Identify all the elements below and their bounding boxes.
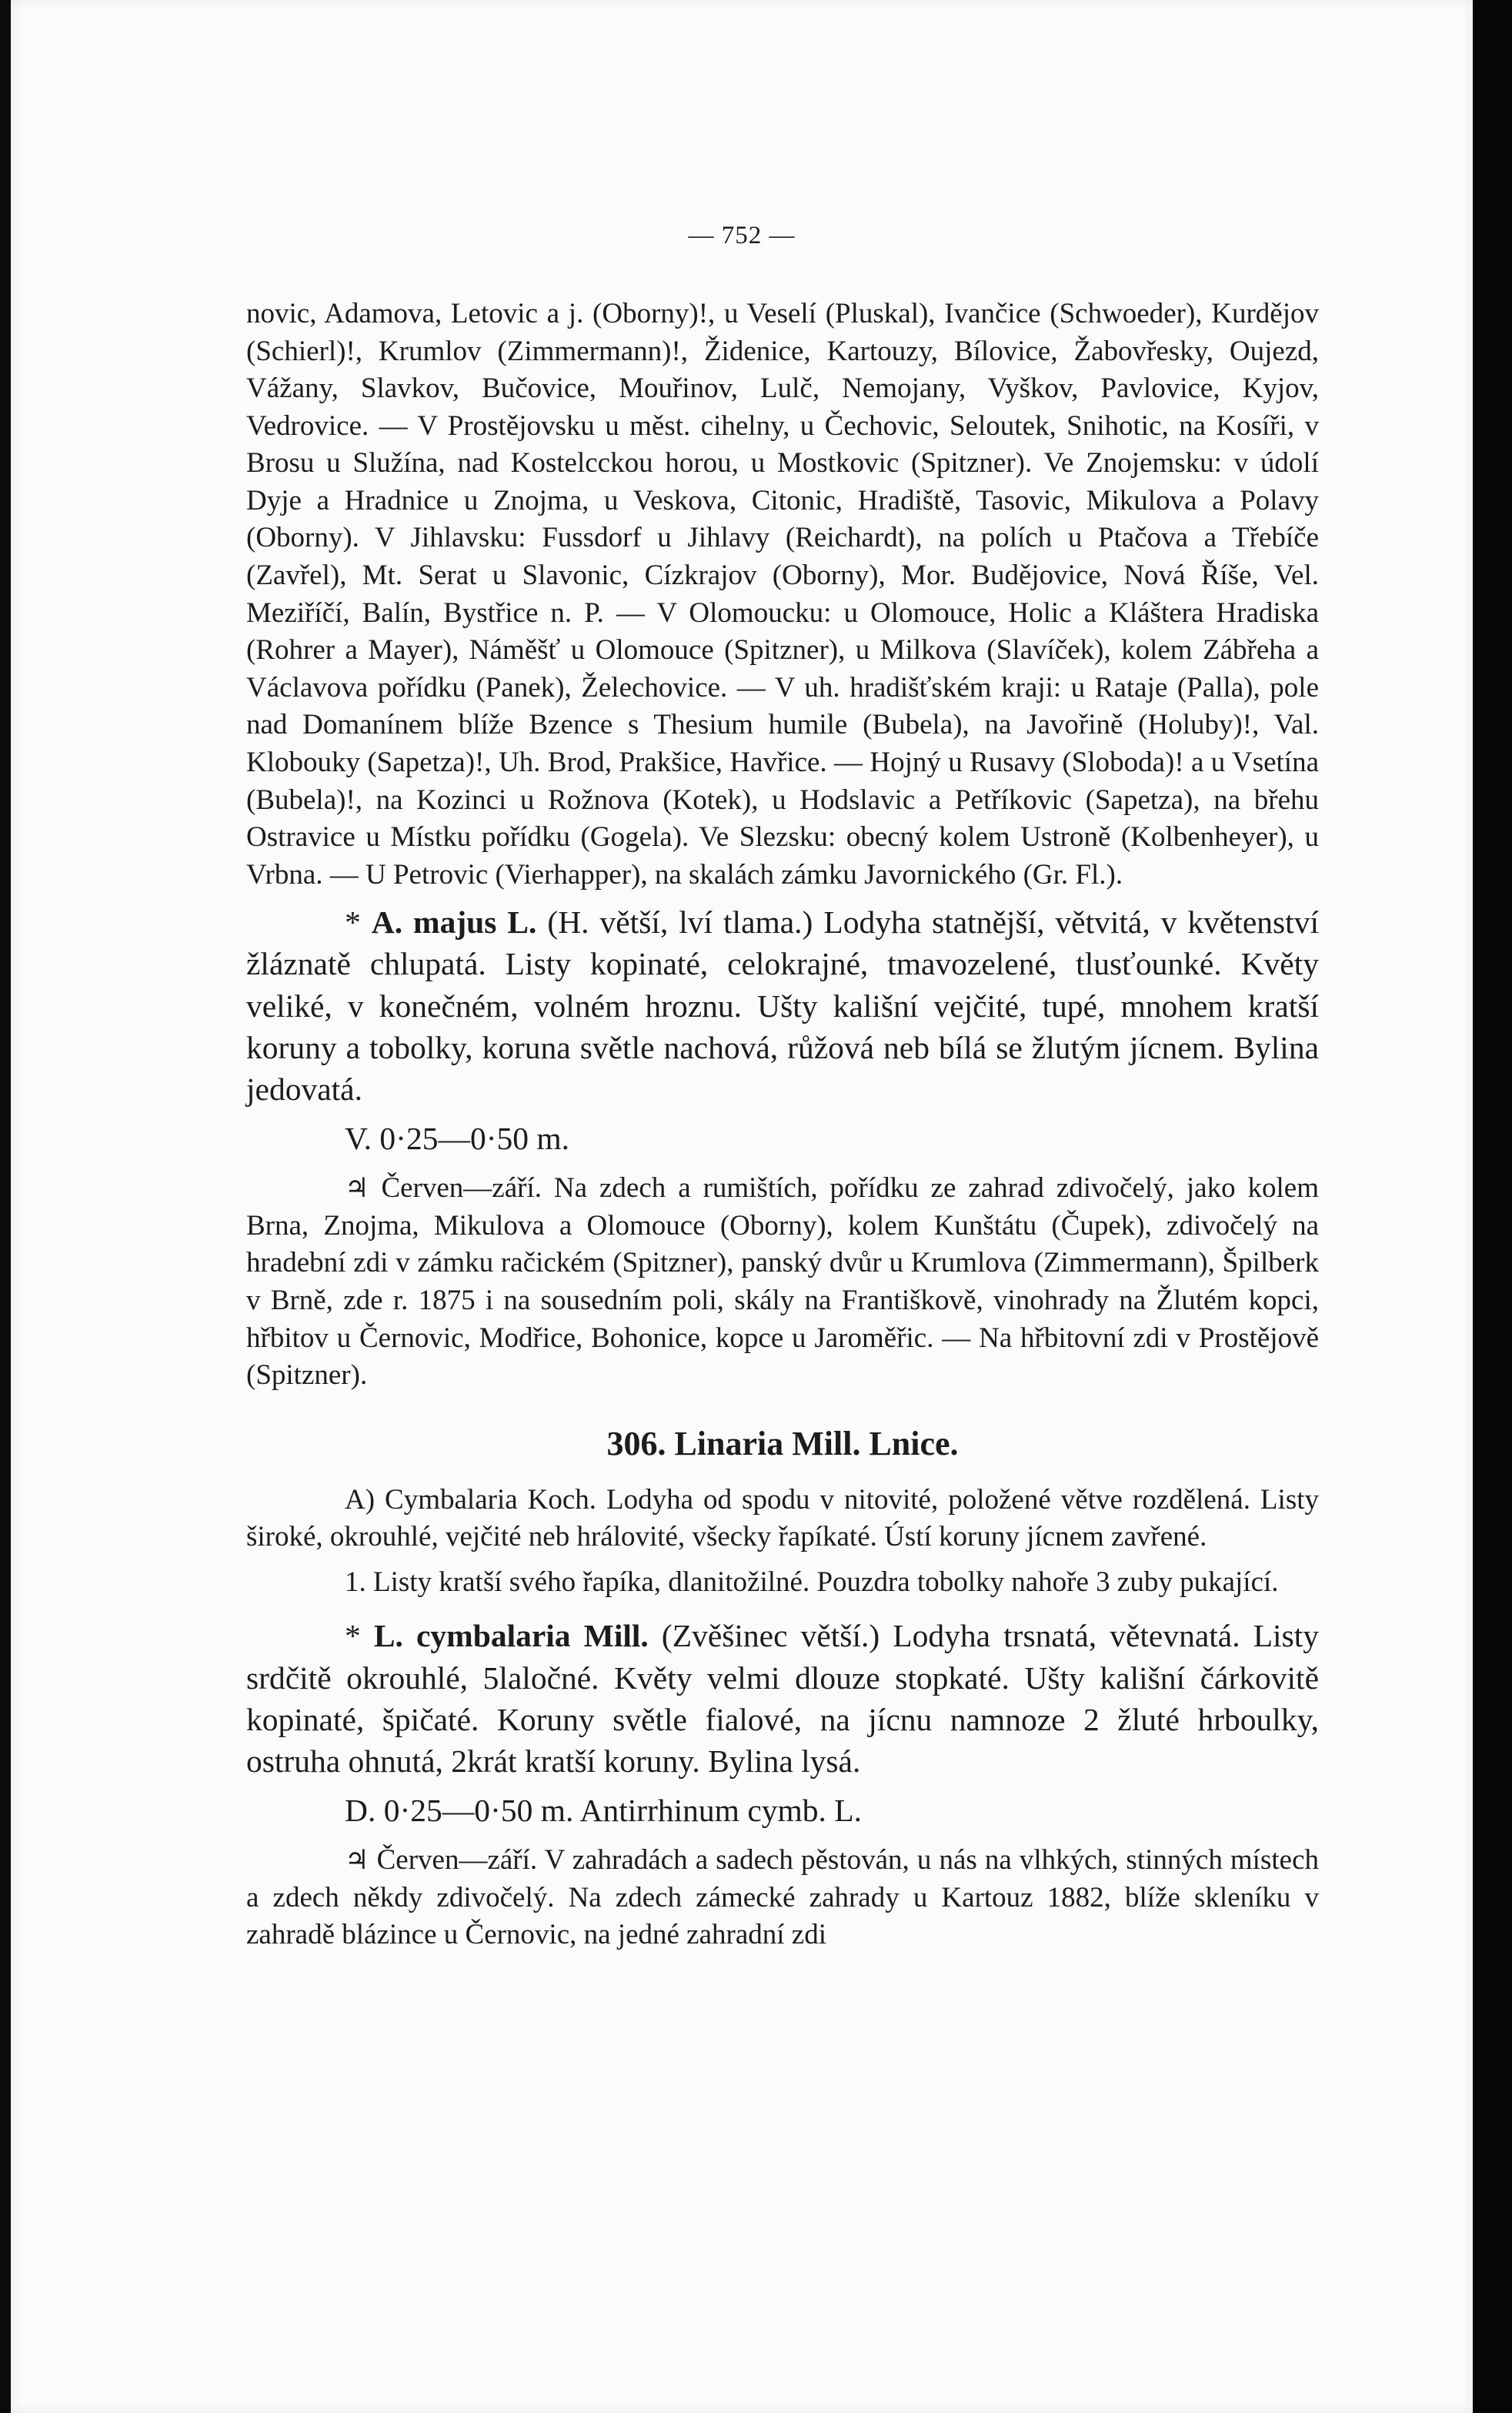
genus-heading: 306. Linaria Mill. Lnice. <box>606 1424 959 1462</box>
majus-description <box>246 901 1319 1110</box>
perennial-icon: ♃ <box>345 1172 369 1205</box>
majus-distribution <box>246 1170 1319 1394</box>
book-page <box>11 0 1473 2413</box>
scan-border <box>1473 0 1512 2413</box>
page-content <box>246 296 1319 1954</box>
section-cymbalaria <box>246 1482 1319 1602</box>
distribution-text: Červen—září. Na zdech a rumištích, pořídku ze zahrad zdivočelý, jako kolem Brna, Znojma, Mikulova a Olomouce (Oborny), kolem Kunštátu (Čupek), zdivočelý na hradební zdi v zámku račickém (Spitzner), panský dvůr u Krumlova (Zimmermann), Špilberk v Brně, zde r. 1875 i na sousedním poli, skály na Františkově, vinohrady na Žlutém kopci, hřbitov u Černovic, Modřice, Bohonice, kopce u Jaroměřic. — Na hřbitovní zdi v Prostějově (Spitzner). <box>246 1172 1319 1392</box>
cultivated-marker: * <box>345 904 372 941</box>
cultivated-marker: * <box>345 1618 374 1654</box>
species-entry-antirrhinum-majus <box>246 901 1319 1394</box>
species-name: L. cymbalaria Mill. <box>373 1618 649 1654</box>
species-description: (H. větší, lví tlama.) Lodyha statnější, větvitá, v květenství žláznatě chlupatá. Listy kopinaté, celokrajné, tmavozelené, tlusťounké. Květy veliké, v konečném, volném hroznu. Ušty kališní vejčité, tupé, mnohem kratší koruny a tobolky, koruna světle nachová, růžová neb bílá se žlutým jícnem. Bylina jedovatá. <box>246 904 1319 1107</box>
cymbalaria-description <box>246 1615 1319 1782</box>
section-intro: A) Cymbalaria Koch. Lodyha od spodu v nitovité, položené větve rozdělená. Listy široké, okrouhlé, vejčité neb hrálovité, všecky řapíkaté. Ústí koruny jícnem zavřené. <box>246 1483 1319 1553</box>
identification-key: 1. Listy kratší svého řapíka, dlanitožilné. Pouzdra tobolky nahoře 3 zuby pukající. <box>345 1566 1279 1598</box>
majus-stats: V. 0·25—0·50 m. <box>345 1121 570 1157</box>
distribution-text: Červen—září. V zahradách a sadech pěstován, u nás na vlhkých, stinných místech a zdech někdy zdivočelý. Na zdech zámecké zahrady u Kartouz 1882, blíže skleníku v zahradě blázince u Černovic, na jedné zahradní zdi <box>246 1844 1319 1951</box>
cymbalaria-stats: D. 0·25—0·50 m. Antirrhinum cymb. L. <box>345 1793 863 1829</box>
species-entry-linaria-cymbalaria <box>246 1615 1319 1954</box>
locality-paragraph: novic, Adamova, Letovic a j. (Oborny)!, u Veselí (Pluskal), Ivančice (Schwoeder), Kurdějov (Schierl)!, Krumlov (Zimmermann)!, Židenice, Kartouzy, Bílovice, Žabovřesky, Oujezd, Vážany, Slavkov, Bučovice, Mouřinov, Lulč, Nemojany, Vyškov, Pavlovice, Kyjov, Vedrovice. — V Prostějovsku u měst. cihelny, u Čechovic, Seloutek, Snihotic, na Kosíři, v Brosu u Služína, nad Kostelcckou horou, u Mostkovic (Spitzner). Ve Znojemsku: v údolí Dyje a Hradnice u Znojma, u Veskova, Citonic, Hradiště, Tasovic, Mikulova a Polavy (Oborny). V Jihlavsku: Fussdorf u Jihlavy (Reichardt), na polích u Ptačova a Třebíče (Zavřel), Mt. Serat u Slavonic, Cízkrajov (Oborny), Mor. Budějovice, Nová Říše, Vel. Meziříčí, Balín, Bystřice n. P. — V Olomoucku: u Olomouce, Holic a Kláštera Hradiska (Rohrer a Mayer), Náměšť u Olomouce (Spitzner), u Milkova (Slavíček), kolem Zábřeha a Václavova pořídku (Panek), Želechovice. — V uh. hradišťském kraji: u Rataje (Palla), pole nad Domanínem blíže Bzence s Thesium humile (Bubela), na Javořině (Holuby)!, Val. Klobouky (Sapetza)!, Uh. Brod, Prakšice, Havřice. — Hojný u Rusavy (Sloboda)! a u Vsetína (Bubela)!, na Kozinci u Rožnova (Kotek), u Hodslavic a Petříkovic (Sapetza), na břehu Ostravice u Místku pořídku (Gogela). Ve Slezsku: obecný kolem Ustroně (Kolbenheyer), u Vrbna. — U Petrovic (Vierhapper), na skalách zámku Javornického (Gr. Fl.). <box>246 298 1319 891</box>
species-description: (Zvěšinec větší.) Lodyha trsnatá, větevnatá. Listy srdčitě okrouhlé, 5laločné. Květy velmi dlouze stopkaté. Ušty kališní čárkovitě kopinaté, špičaté. Koruny světle fialové, na jícnu namnoze 2 žluté hrboulky, ostruha ohnutá, 2krát kratší koruny. Bylina lysá. <box>246 1618 1320 1779</box>
species-name: A. majus L. <box>371 904 537 941</box>
perennial-icon: ♃ <box>345 1844 369 1877</box>
page-number: — 752 — <box>688 222 796 249</box>
cymbalaria-distribution <box>246 1842 1319 1954</box>
